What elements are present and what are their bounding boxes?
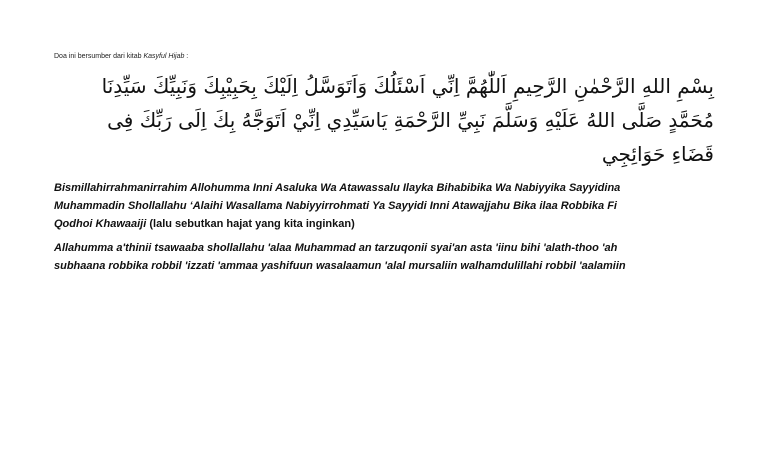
transliteration-line-3: Qodhoi Khawaaiji	[54, 218, 147, 230]
second-prayer-line-1: Allahumma a'thinii tsawaaba shollallahu 'alaa Muhammad an tarzuqonii syai'an asta 'iinu bihi 'alath-thoo 'ah	[54, 242, 618, 254]
book-title: Kasyful Hijab	[143, 53, 185, 60]
source-note-suffix: :	[184, 53, 189, 60]
transliteration-line-3-wrap	[54, 215, 694, 233]
transliteration-line-2: Muhammadin Shollallahu ‘Alaihi Wasallama Nabiyyirrohmati Ya Sayyidi Inni Atawajjahu Bika ilaa Robbika Fi	[54, 200, 617, 212]
transliteration-paragraph	[54, 179, 694, 233]
arabic-prayer	[54, 69, 714, 171]
source-note	[54, 52, 714, 61]
arabic-line-2: مُحَمَّدٍ صَلَّى اللهُ عَلَيْهِ وَسَلَّمَ نَبِيِّ الرَّحْمَةِ يَاسَيِّدِي اِنِّيْ اَتَوَجَّهُ بِكَ اِلَى رَبِّكَ فِى	[107, 108, 714, 132]
transliteration-line-1: Bismillahirrahmanirrahim Allohumma Inni Asaluka Wa Atawassalu Ilayka Bihabibika Wa Nabiyyika Sayyidina	[54, 182, 621, 194]
hajat-note: (lalu sebutkan hajat yang kita inginkan)	[146, 218, 355, 230]
source-note-prefix: Doa ini bersumber dari kitab	[54, 53, 144, 60]
second-prayer-line-2: subhaana robbika robbil 'izzati 'ammaa yashifuun wasalaamun 'alal mursaliin walhamdulillahi robbil 'aalamiin	[54, 260, 626, 272]
document-page	[54, 52, 714, 275]
arabic-line-1: بِسْمِ اللهِ الرَّحْمٰنِ الرَّحِيمِ اَللّٰهُمَّ اِنِّي اَسْئَلُكَ وَاَتَوَسَّلُ اِلَيْكَ بِحَبِيْبِكَ وَنَبِيِّكَ سَيِّدِنَا	[101, 74, 714, 98]
second-prayer-paragraph	[54, 239, 714, 275]
arabic-line-3: قَضَاءِ حَوَائِجِي	[601, 142, 714, 166]
